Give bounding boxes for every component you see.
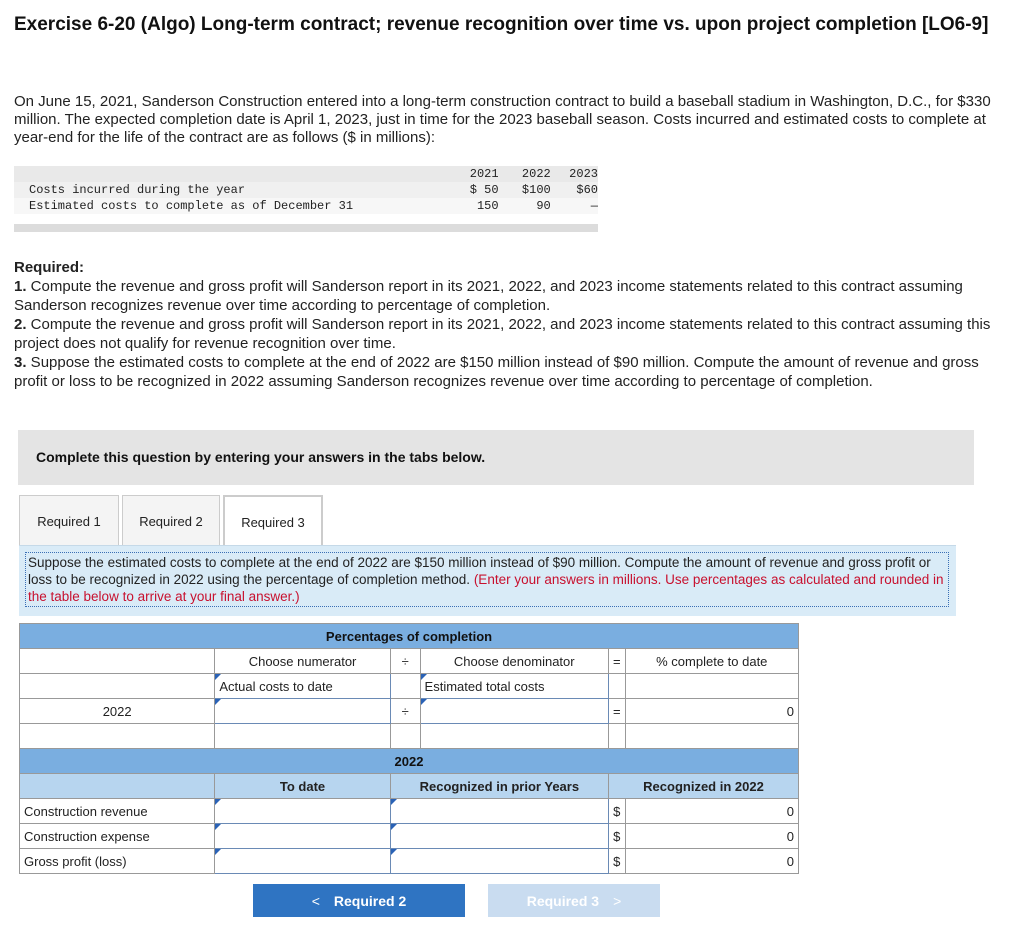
- next-required-button[interactable]: [488, 884, 660, 917]
- prev-button-label: Required 2: [333, 892, 407, 909]
- year-2021: 2021: [469, 167, 499, 181]
- blank-cell: [20, 724, 215, 749]
- row-label: Gross profit (loss): [20, 849, 215, 874]
- question-instruction: [25, 552, 949, 607]
- tab-required-3[interactable]: Required 3: [223, 495, 323, 547]
- gross-profit-to-date-input[interactable]: [215, 849, 390, 874]
- numerator-label: Choose numerator: [215, 649, 390, 674]
- revenue-prior-input[interactable]: [390, 799, 608, 824]
- table-row: [14, 182, 598, 198]
- blank-cell: [390, 674, 420, 699]
- pct-complete-value: 0: [625, 699, 798, 724]
- currency-sign: $: [608, 849, 625, 874]
- table-header-row: [14, 166, 598, 182]
- result-label: % complete to date: [625, 649, 798, 674]
- required-section: [14, 258, 1004, 391]
- divide-sign: ÷: [390, 649, 420, 674]
- required-item-2: [14, 315, 1004, 353]
- year-2022-header: 2022: [20, 749, 799, 774]
- numerator-input[interactable]: [215, 699, 390, 724]
- tab-bar: [19, 495, 326, 547]
- item-text: Compute the revenue and gross profit will Sanderson report in its 2021, 2022, and 2023 income statements related to this contract assuming Sanderson recognizes revenue over time according to percentage of completion.: [14, 278, 963, 314]
- expense-to-date-input[interactable]: [215, 824, 390, 849]
- year-label: 2022: [20, 699, 215, 724]
- row-label: Construction expense: [20, 824, 215, 849]
- col-prior-years: Recognized in prior Years: [390, 774, 608, 799]
- col-to-date: To date: [215, 774, 390, 799]
- next-button-label: Required 3: [526, 892, 600, 909]
- denominator-input[interactable]: [420, 699, 608, 724]
- equals-sign: =: [608, 699, 625, 724]
- blank-cell: [625, 674, 798, 699]
- cell: $ 50: [469, 183, 499, 197]
- item-number: 3.: [14, 354, 27, 371]
- blank-cell: [608, 724, 625, 749]
- currency-sign: $: [608, 799, 625, 824]
- intro-text: On June 15, 2021, Sanderson Construction entered into a long-term construction contract to build a baseball stadium in Washington, D.C., for $330 million. The expected completion date is April 1, 2023, just in time for the 2023 baseball season. Costs incurred and estimated costs to complete at year-end for the life of the contract are as follows ($ in millions):: [14, 93, 991, 146]
- table-row: [14, 198, 598, 214]
- prev-required-button[interactable]: [253, 884, 465, 917]
- cell: 150: [476, 199, 499, 213]
- denominator-label: Choose denominator: [420, 649, 608, 674]
- item-number: 2.: [14, 316, 27, 333]
- page-title: Exercise 6-20 (Algo) Long-term contract; revenue recognition over time vs. upon project completion [LO6-9]: [14, 14, 989, 35]
- row-label: Costs incurred during the year: [29, 183, 246, 197]
- chevron-right-icon: >: [613, 892, 622, 909]
- instruction-text: Suppose the estimated costs to complete at the end of 2022 are $150 million instead of $90 million. Compute the amount of revenue and gross profit or loss to be recognized in 2022 using the percentage of completion method.: [28, 555, 931, 587]
- required-item-1: [14, 277, 1004, 315]
- revenue-2022-value: 0: [625, 799, 798, 824]
- currency-sign: $: [608, 824, 625, 849]
- equals-sign: =: [608, 649, 625, 674]
- table-row: [20, 849, 799, 874]
- blank-cell: [20, 674, 215, 699]
- chevron-left-icon: <: [311, 892, 320, 909]
- blank-cell: [390, 724, 420, 749]
- revenue-to-date-input[interactable]: [215, 799, 390, 824]
- gross-profit-prior-input[interactable]: [390, 849, 608, 874]
- row-label: Estimated costs to complete as of December 31: [29, 199, 354, 213]
- col-recognized-2022: Recognized in 2022: [608, 774, 798, 799]
- cell: $100: [521, 183, 551, 197]
- blank-cell: [420, 724, 608, 749]
- instruction-banner: Complete this question by entering your answers in the tabs below.: [18, 430, 974, 485]
- row-label: Construction revenue: [20, 799, 215, 824]
- item-text: Compute the revenue and gross profit will Sanderson report in its 2021, 2022, and 2023 income statements related to this contract assuming this project does not qualify for revenue recognition over time.: [14, 316, 991, 352]
- tab-required-1[interactable]: Required 1: [19, 495, 119, 546]
- blank-cell: [215, 724, 390, 749]
- expense-prior-input[interactable]: [390, 824, 608, 849]
- item-number: 1.: [14, 278, 27, 295]
- divide-sign: ÷: [390, 699, 420, 724]
- expense-2022-value: 0: [625, 824, 798, 849]
- answer-grid: [19, 623, 799, 874]
- numerator-select[interactable]: Actual costs to date: [215, 674, 390, 699]
- cell: $60: [576, 183, 598, 197]
- cost-data-table: [14, 166, 598, 232]
- cell: 90: [536, 199, 551, 213]
- year-2022: 2022: [521, 167, 551, 181]
- blank-cell: [625, 724, 798, 749]
- required-heading: Required:: [14, 259, 85, 276]
- item-text: Suppose the estimated costs to complete at the end of 2022 are $150 million instead of $90 million. Compute the amount of revenue and gross profit or loss to be recognized in 2022 assuming Sanderson recognizes revenue over time according to percentage of completion.: [14, 354, 979, 390]
- tab-panel: [19, 545, 956, 616]
- percentages-header: Percentages of completion: [20, 624, 799, 649]
- blank-cell: [608, 674, 625, 699]
- tab-required-2[interactable]: Required 2: [122, 495, 220, 546]
- blank-cell: [20, 649, 215, 674]
- required-item-3: [14, 353, 1004, 391]
- cell: —: [590, 199, 598, 213]
- table-row: [20, 799, 799, 824]
- denominator-select[interactable]: Estimated total costs: [420, 674, 608, 699]
- table-row: [20, 824, 799, 849]
- table-divider: [14, 224, 598, 232]
- instruction-note: (Enter your answers in millions. Use percentages as calculated and rounded in the table below to arrive at your final answer.): [28, 572, 944, 604]
- blank-header: [20, 774, 215, 799]
- gross-profit-2022-value: 0: [625, 849, 798, 874]
- year-2023: 2023: [569, 167, 598, 181]
